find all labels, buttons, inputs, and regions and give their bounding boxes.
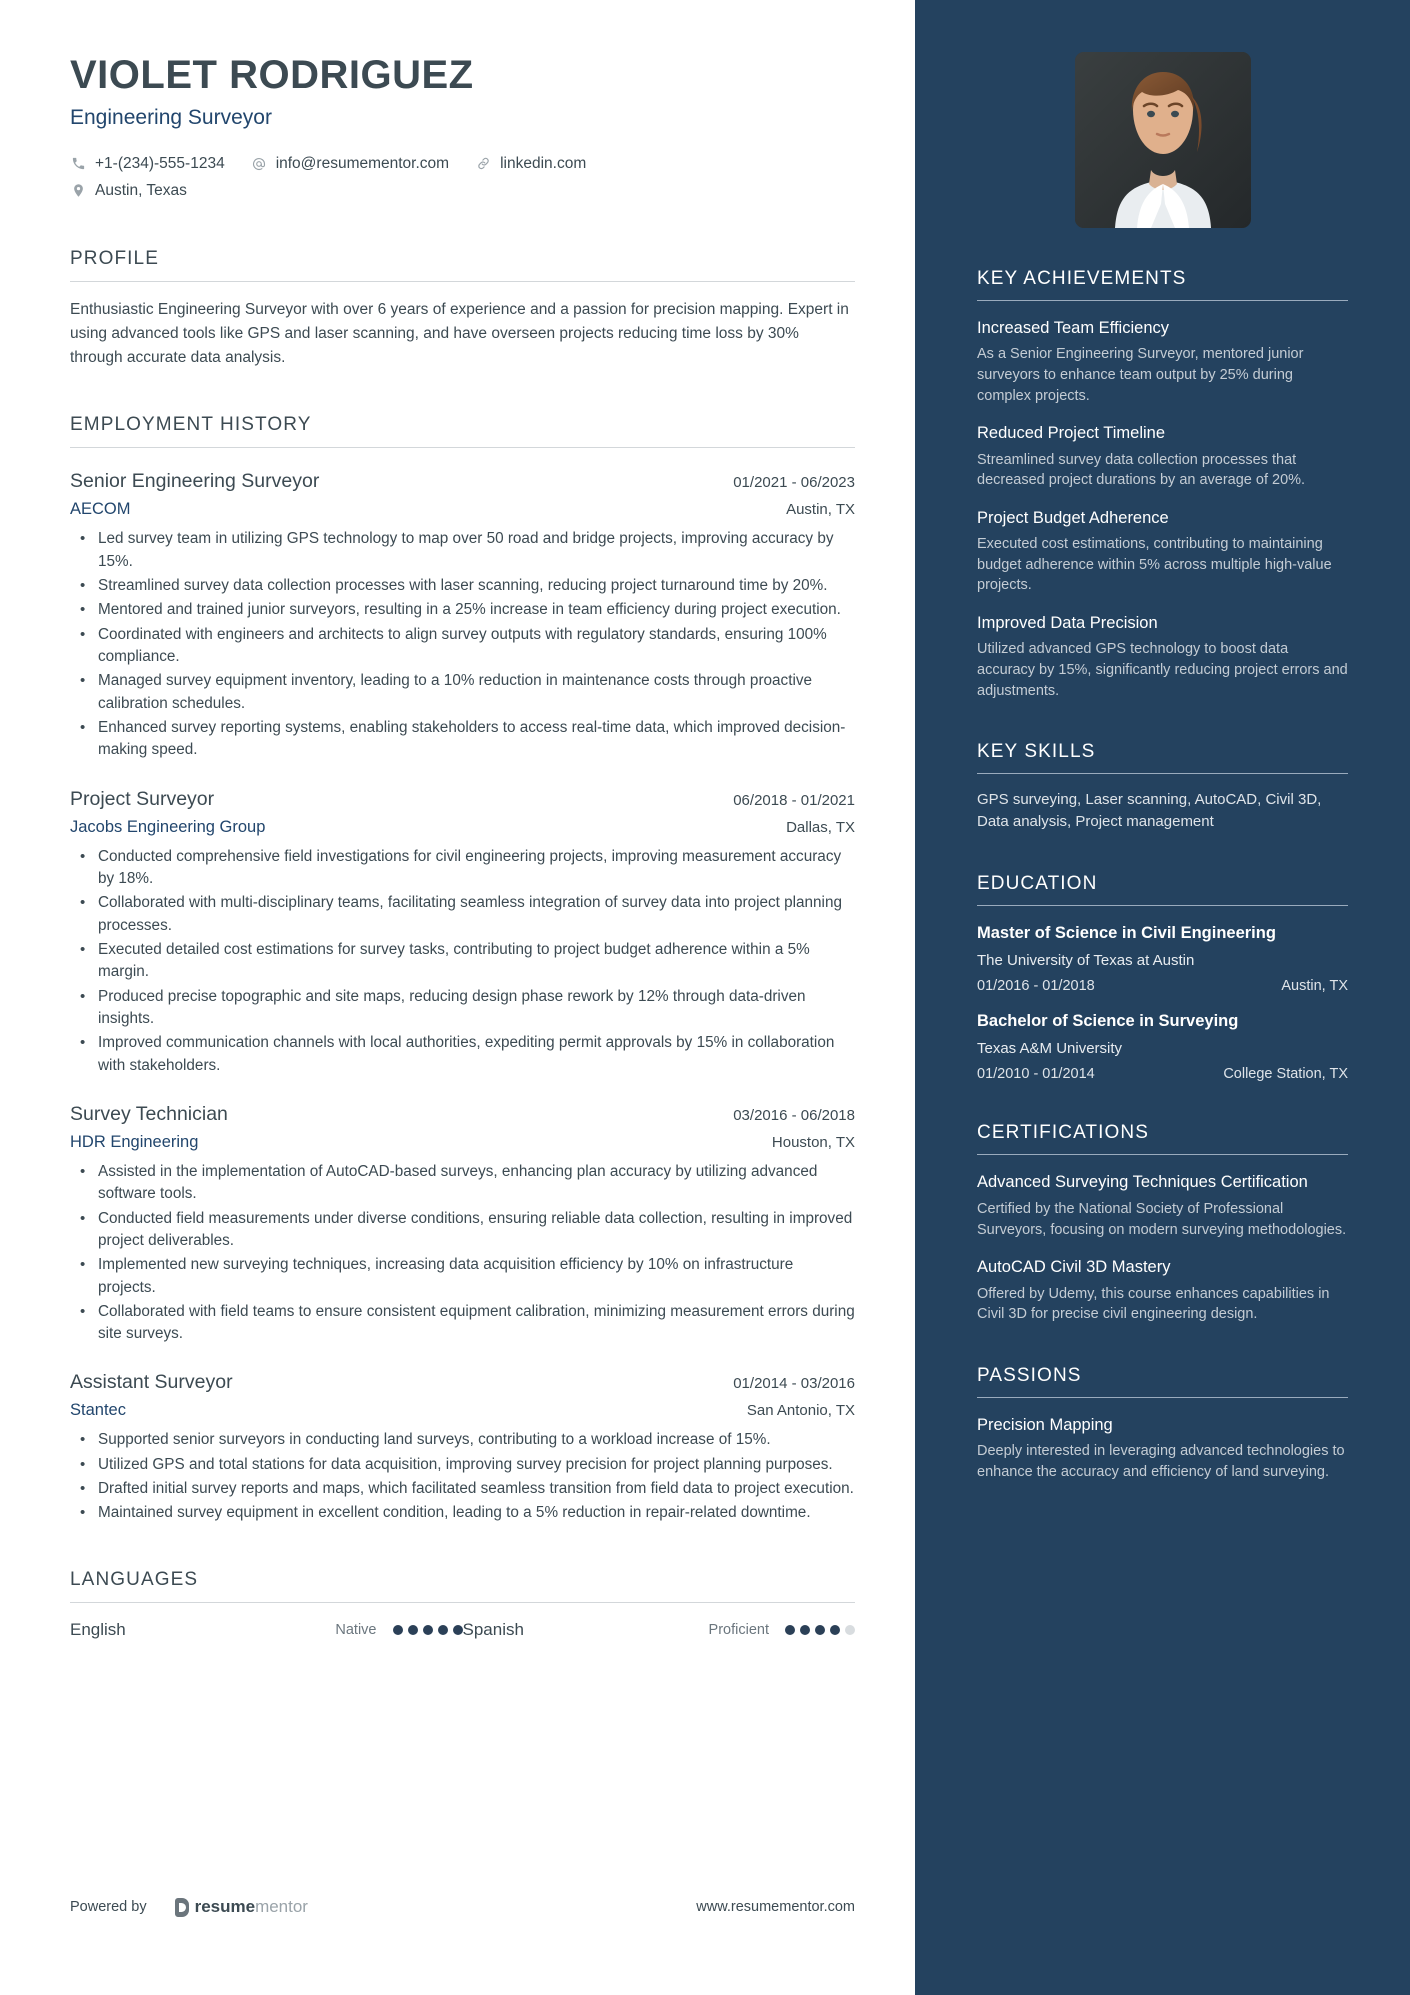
job-header-row <box>70 788 855 811</box>
sidebar-column <box>915 0 1410 1995</box>
sidebar-item-title: Improved Data Precision <box>977 613 1158 632</box>
job-location: Houston, TX <box>771 1133 855 1151</box>
job-role: Senior Engineering Surveyor <box>70 470 320 493</box>
job-header-row <box>70 1103 855 1126</box>
profile-heading: PROFILE <box>70 248 159 270</box>
education-section <box>977 873 1348 1083</box>
job-subheader-row <box>70 818 855 837</box>
job-location: Dallas, TX <box>786 818 855 836</box>
passions-heading: PASSIONS <box>977 1364 1082 1386</box>
sidebar-item-title: Project Budget Adherence <box>977 508 1169 527</box>
job-bullet: • Executed detailed cost estimations for survey tasks, contributing to project budget adherence within a 5% margin. <box>70 939 855 984</box>
job-subheader-row <box>70 1401 855 1420</box>
education-meta <box>977 978 1348 994</box>
sidebar-item-desc: Deeply interested in leveraging advanced technologies to enhance the accuracy and efficiency of land surveying. <box>977 1443 1345 1480</box>
job-bullet: • Enhanced survey reporting systems, enabling stakeholders to access real-time data, which improved decision-making speed. <box>70 717 855 762</box>
employment-divider <box>70 447 855 448</box>
job-dates: 06/2018 - 01/2021 <box>733 791 855 809</box>
job-entry <box>70 1103 855 1346</box>
language-level-dot <box>815 1625 825 1635</box>
job-bullet: • Supported senior surveyors in conducting land surveys, contributing to a workload increase of 15%. <box>70 1429 855 1451</box>
job-bullet: • Mentored and trained junior surveyors, resulting in a 25% increase in team efficiency during project execution. <box>70 599 855 621</box>
language-level-dot <box>830 1625 840 1635</box>
passions-container <box>977 1415 1348 1483</box>
language-level-dot <box>453 1625 463 1635</box>
job-company: HDR Engineering <box>70 1132 199 1151</box>
sidebar-list-item <box>977 1415 1348 1483</box>
languages-container <box>70 1620 855 1640</box>
logo-light-text: mentor <box>255 1897 308 1916</box>
linkedin-text: linkedin.com <box>500 155 587 172</box>
location-text: Austin, Texas <box>95 182 187 200</box>
job-bullets <box>70 1429 855 1524</box>
link-icon <box>475 155 492 172</box>
sidebar-list-item <box>977 1172 1348 1240</box>
job-header-row <box>70 1371 855 1394</box>
sidebar-item-desc: As a Senior Engineering Surveyor, mentored junior surveyors to enhance team output by 25% during complex projects. <box>977 346 1304 404</box>
sidebar-list-item <box>977 508 1348 596</box>
certifications-heading: CERTIFICATIONS <box>977 1122 1149 1144</box>
profile-text: Enthusiastic Engineering Surveyor with over 6 years of experience and a passion for precision mapping. Expert in using advanced tools like GPS and laser scanning, and have overseen projects reducing time loss by 30% through accurate data analysis. <box>70 301 849 367</box>
email-text: info@resumementor.com <box>275 155 450 172</box>
language-level: Native <box>335 1621 377 1638</box>
education-location: Austin, TX <box>1281 978 1348 995</box>
profile-section <box>70 248 855 370</box>
achievements-container <box>977 318 1348 701</box>
sidebar-item-title: Precision Mapping <box>977 1415 1113 1434</box>
passions-divider <box>977 1397 1348 1398</box>
languages-heading: LANGUAGES <box>70 1568 199 1590</box>
job-bullet: • Maintained survey equipment in excellent condition, leading to a 5% reduction in repair-related downtime. <box>70 1502 855 1524</box>
job-entry <box>70 788 855 1077</box>
contact-phone[interactable] <box>70 150 225 177</box>
photo-wrapper <box>977 0 1348 228</box>
achievements-divider <box>977 300 1348 301</box>
job-bullets <box>70 528 855 761</box>
job-company: AECOM <box>70 500 131 519</box>
job-bullet: • Conducted field measurements under diverse conditions, ensuring reliable data collection, resulting in improved project deliverables. <box>70 1208 855 1253</box>
job-bullets <box>70 1161 855 1346</box>
education-meta <box>977 1066 1348 1082</box>
language-item <box>463 1620 856 1640</box>
jobs-container <box>70 470 855 1525</box>
footer-url[interactable]: www.resumementor.com <box>696 1899 855 1915</box>
sidebar-item-title: Advanced Surveying Techniques Certification <box>977 1173 1308 1192</box>
employment-heading: EMPLOYMENT HISTORY <box>70 414 312 436</box>
language-name: English <box>70 1619 126 1639</box>
education-item <box>977 923 1348 994</box>
achievements-heading: KEY ACHIEVEMENTS <box>977 268 1187 289</box>
sidebar-item-title: Increased Team Efficiency <box>977 319 1169 337</box>
job-header-row <box>70 470 855 493</box>
job-bullet: • Streamlined survey data collection processes with laser scanning, reducing project turnaround time by 20%. <box>70 575 855 597</box>
skills-text: GPS surveying, Laser scanning, AutoCAD, Civil 3D, Data analysis, Project management <box>977 791 1322 830</box>
language-level-dot <box>423 1625 433 1635</box>
candidate-photo <box>1075 52 1251 228</box>
job-dates: 01/2014 - 03/2016 <box>733 1375 855 1393</box>
job-bullet: • Implemented new surveying techniques, increasing data acquisition efficiency by 10% on infrastructure projects. <box>70 1254 855 1299</box>
job-bullet: • Improved communication channels with local authorities, expediting permit approvals by 15% in collaboration with stakeholders. <box>70 1032 855 1077</box>
job-bullet: • Assisted in the implementation of AutoCAD-based surveys, enhancing plan accuracy by utilizing advanced software tools. <box>70 1161 855 1206</box>
language-item <box>70 1620 463 1640</box>
sidebar-list-item <box>977 423 1348 491</box>
contact-linkedin[interactable] <box>475 150 586 177</box>
job-role: Survey Technician <box>70 1102 228 1125</box>
job-company: Stantec <box>70 1401 126 1420</box>
logo-bold-text: resume <box>194 1897 256 1916</box>
education-school: Texas A&M University <box>977 1040 1123 1058</box>
phone-icon <box>70 155 87 172</box>
resumementor-wordmark <box>195 1897 308 1917</box>
language-level-dot <box>800 1625 810 1635</box>
job-subheader-row <box>70 1133 855 1152</box>
passions-section <box>977 1365 1348 1483</box>
candidate-job-title: Engineering Surveyor <box>70 106 272 129</box>
map-pin-icon <box>70 182 87 199</box>
contact-email[interactable] <box>251 150 449 177</box>
education-degree: Master of Science in Civil Engineering <box>977 923 1276 942</box>
education-location: College Station, TX <box>1223 1066 1348 1083</box>
education-divider <box>977 905 1348 906</box>
sidebar-item-title: AutoCAD Civil 3D Mastery <box>977 1258 1171 1277</box>
job-company: Jacobs Engineering Group <box>70 817 266 836</box>
education-school: The University of Texas at Austin <box>977 952 1195 970</box>
sidebar-list-item <box>977 318 1348 406</box>
job-entry <box>70 1371 855 1524</box>
languages-section <box>70 1569 855 1640</box>
certifications-divider <box>977 1154 1348 1155</box>
sidebar-item-desc: Executed cost estimations, contributing to maintaining budget adherence within 5% across multiple high-value projects. <box>977 536 1332 594</box>
sidebar-item-desc: Streamlined survey data collection processes that decreased project durations by an average of 20%. <box>977 451 1306 489</box>
certifications-container <box>977 1172 1348 1324</box>
education-item <box>977 1011 1348 1082</box>
contact-location <box>70 177 187 204</box>
language-level: Proficient <box>708 1621 769 1638</box>
job-bullet: • Conducted comprehensive field investigations for civil engineering projects, improving measurement accuracy by 18%. <box>70 846 855 891</box>
language-dots <box>785 1625 855 1635</box>
language-level-dot <box>393 1625 403 1635</box>
job-bullet: • Managed survey equipment inventory, leading to a 10% reduction in maintenance costs through proactive calibration schedules. <box>70 670 855 715</box>
language-name: Spanish <box>462 1619 524 1639</box>
phone-text: +1-(234)-555-1234 <box>95 155 225 172</box>
skills-heading: KEY SKILLS <box>977 741 1096 763</box>
education-degree: Bachelor of Science in Surveying <box>977 1012 1239 1031</box>
page-footer <box>70 1897 855 1917</box>
candidate-name: VIOLET RODRIGUEZ <box>70 53 474 97</box>
job-dates: 01/2021 - 06/2023 <box>733 474 855 492</box>
achievements-section <box>977 268 1348 701</box>
sidebar-item-desc: Utilized advanced GPS technology to boost data accuracy by 15%, significantly reducing project errors and adjustments. <box>977 641 1348 699</box>
job-role: Assistant Surveyor <box>70 1371 233 1394</box>
job-entry <box>70 470 855 761</box>
skills-section <box>977 741 1348 833</box>
sidebar-item-title: Reduced Project Timeline <box>977 424 1166 443</box>
job-bullet: • Collaborated with multi-disciplinary teams, facilitating seamless integration of survey data into project planning processes. <box>70 892 855 937</box>
job-role: Project Surveyor <box>70 787 215 810</box>
sidebar-item-desc: Certified by the National Society of Professional Surveyors, focusing on modern surveying methodologies. <box>977 1200 1347 1238</box>
language-dots <box>393 1625 463 1635</box>
powered-by-label: Powered by <box>70 1899 147 1915</box>
languages-divider <box>70 1602 855 1603</box>
job-bullet: • Led survey team in utilizing GPS technology to map over 50 road and bridge projects, improving accuracy by 15%. <box>70 528 855 573</box>
employment-section <box>70 414 855 1525</box>
profile-divider <box>70 281 855 282</box>
education-dates: 01/2016 - 01/2018 <box>977 978 1095 995</box>
sidebar-item-desc: Offered by Udemy, this course enhances capabilities in Civil 3D for precise civil engineering design. <box>977 1285 1330 1323</box>
job-bullet: • Drafted initial survey reports and maps, which facilitated seamless transition from field data to project execution. <box>70 1478 855 1500</box>
certifications-section <box>977 1122 1348 1324</box>
job-bullet: • Utilized GPS and total stations for data acquisition, improving survey precision for project planning purposes. <box>70 1454 855 1476</box>
resumementor-logo-icon <box>175 1898 189 1917</box>
education-heading: EDUCATION <box>977 872 1098 894</box>
education-dates: 01/2010 - 01/2014 <box>977 1066 1095 1083</box>
powered-by-block <box>70 1897 308 1917</box>
job-subheader-row <box>70 500 855 519</box>
job-location: Austin, TX <box>786 501 855 519</box>
at-sign-icon <box>251 155 268 172</box>
job-bullet: • Produced precise topographic and site maps, reducing design phase rework by 12% through data-driven insights. <box>70 986 855 1031</box>
sidebar-list-item <box>977 1257 1348 1325</box>
language-level-dot <box>438 1625 448 1635</box>
job-bullets <box>70 846 855 1077</box>
language-level-dot <box>408 1625 418 1635</box>
job-bullet: • Collaborated with field teams to ensure consistent equipment calibration, minimizing measurement errors during site surveys. <box>70 1301 855 1346</box>
sidebar-list-item <box>977 613 1348 701</box>
language-level-dot <box>845 1625 855 1635</box>
job-location: San Antonio, TX <box>746 1402 855 1420</box>
job-bullet: • Coordinated with engineers and architects to align survey outputs with regulatory standards, ensuring 100% compliance. <box>70 624 855 669</box>
skills-divider <box>977 773 1348 774</box>
contact-info <box>70 150 855 204</box>
job-dates: 03/2016 - 06/2018 <box>733 1106 855 1124</box>
education-container <box>977 923 1348 1083</box>
language-level-dot <box>785 1625 795 1635</box>
